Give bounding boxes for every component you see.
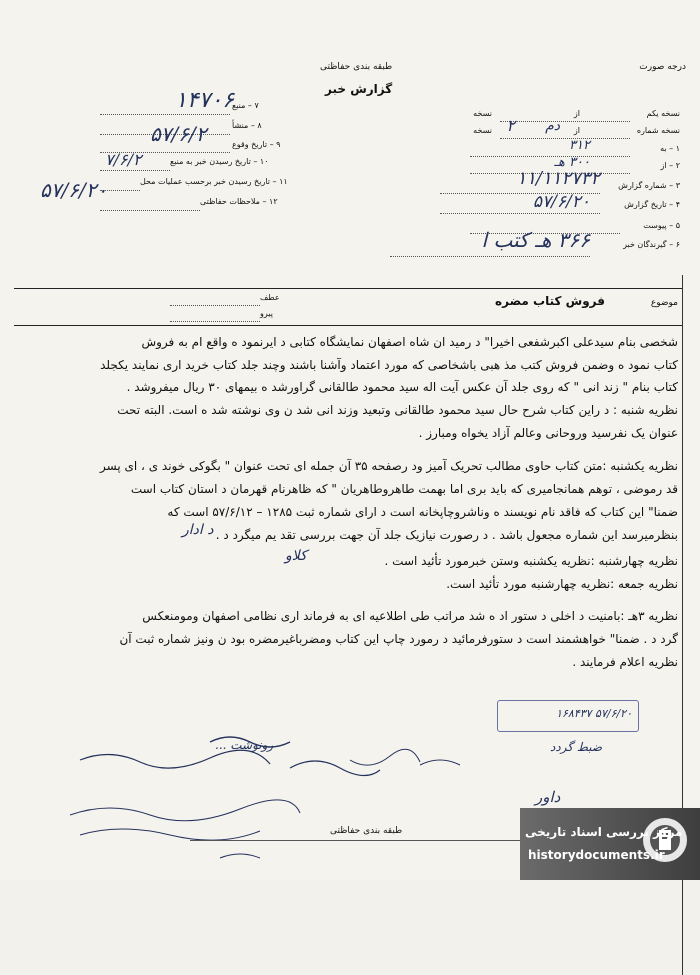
attached-label: عطف <box>260 293 280 302</box>
body-line-7: قد رموضی ، توهم همانجامیری که باید بری اما بهمت طاهروطاهریان " که ظاهرنام قهرمان د استان کتاب است <box>130 482 678 496</box>
office-bottom-label: طبقه بندی حفاظتی <box>330 826 403 836</box>
office-top-label: طبقه بندی حفاظتی <box>320 62 393 72</box>
date-stamp: ۵۷/۶/۲۰ ۱۶۸۴۳۷ <box>497 700 639 732</box>
copy-number-value: دم <box>545 118 560 134</box>
subject-label: موضوع <box>650 298 678 308</box>
subject-text: فروش کتاب مضره <box>495 294 605 308</box>
report-title: گزارش خبر <box>325 82 393 96</box>
field-security-notes: ۱۲ – ملاحظات حفاظتی <box>200 197 278 206</box>
body-line-11: نظریه جمعه :نظریه چهارشنبه مورد تأئید است. <box>446 577 678 591</box>
field-origin: ۸ – منشأ <box>232 121 262 130</box>
body-line-13: گرد د . ضمنا" خواهشمند است د ستورفرمائید د رمورد چاپ این کتاب ومضرباغیرمضره بود ن ونیز شماره ثبت آن <box>119 632 678 646</box>
hand-note-kolaw: کلاو <box>285 548 307 564</box>
classification-label: درجه صورت <box>639 62 686 72</box>
field-ops-arrival: ۱۱ – تاریخ رسیدن خبر برحسب عملیات محل <box>140 177 288 186</box>
field-copy-first: نسخه یکم <box>646 109 680 118</box>
field-report-number: ۳ – شماره گزارش <box>618 181 680 190</box>
body-line-9: بنظرمیرسد این شماره مجعول باشد . د رصورت نیازیک جلد آن جهت بررسی تقد یم میگرد د . <box>215 528 678 542</box>
field-source: ۷ – منبع <box>232 101 259 110</box>
field-to: ۱ – به <box>660 144 680 153</box>
event-date-value: ۵۷/۶/۲ <box>150 122 207 146</box>
field-report-date: ۴ – تاریخ گزارش <box>624 200 680 209</box>
body-line-3: کتاب بنام " زند انی " که روی جلد آن عکس آیت اله سید محمود طالقانی گراورشد ه بیمهای ۳۰ ریال میفروشد . <box>126 380 678 394</box>
hand-signature: داور <box>535 788 561 806</box>
body-line-14: نظریه اعلام فرمایند . <box>572 655 678 669</box>
field-event-date: ۹ – تاریخ وقوع <box>232 140 281 149</box>
body-line-6: نظریه یکشنبه :متن کتاب حاوی مطالب تحریک آمیز ود رصفحه ۳۵ آن جمله ای تحت عنوان " بگوکی خوند ی ، ای پسر <box>100 459 678 473</box>
body-line-8: ضمنا" این کتاب که فاقد نام نویسند ه وناشروچاپخانه است د ارای شماره ثبت ۱۲۸۵ – ۵۷/۶/۱۲ است که <box>167 505 678 519</box>
field-to-value: ۳۱۲ <box>569 138 590 153</box>
follow-label: پیرو <box>260 309 273 318</box>
watermark-title: مرکز بررسی اسناد تاریخی <box>525 825 683 839</box>
body-line-10: نظریه چهارشنبه :نظریه یکشنبه وستن خبرمورد تأئید است . <box>384 554 678 568</box>
hand-note-dadar: د ادار <box>182 522 214 538</box>
source-arrival-value: ۷/۶/۲ <box>105 150 142 169</box>
source-value: ۱۴۷۰۶ <box>175 88 235 113</box>
field-attachment: ۵ – پیوست <box>643 221 680 230</box>
field-copy-number: نسخه شماره <box>636 126 680 135</box>
body-line-2: کتاب نمود ه وضمن فروش کتب مذ هبی باشخاصی که مورد اعتماد وآشنا باشند وچند جلد کتاب خرید اری نمایند یکجلد <box>100 358 678 372</box>
field-from-value: ۳۰۰ هـ <box>554 155 590 170</box>
hand-note-archive: ضبط گردد <box>550 740 603 754</box>
report-date-value: ۵۷/۶/۲۰ <box>532 192 590 212</box>
report-number-value: ۱۱/۱۱۲۷۳۲ <box>516 168 600 189</box>
body-line-1: شخصی بنام سیدعلی اکبرشفعی اخیرا" د رمید ان شاه اصفهان نمایشگاه کتابی د ایرنمود ه واقع ام به فروش <box>141 335 678 349</box>
margin-date-note: ۵۷/۶/۲۰ <box>40 178 108 202</box>
body-line-4: نظریه شنبه : د راین کتاب شرح حال سید محمود طالقانی وتبعید وزند انی شد ن وی نوشته شد ه است. البته تحت <box>117 403 678 417</box>
document-page: درجه صورت طبقه بندی حفاظتی گزارش خبر نسخه یکم از نسخه نسخه شماره دم از ۲ نسخه ۱ – به ۳۱۲ ۲ – از ۳۰۰ هـ ۳ – شماره گزارش ۱۱/۱۱۲۷۳۲ ۴ – تاریخ گزارش ۵۷/۶/۲۰ ۵ – پیوست ۶ – گیرندگان خبر ۳۶۶ هـ کتب ا ۷ – منبع ۱۴۷۰۶ ۸ – منشأ ۹ – تاریخ وقوع ۵۷/۶/۲ ۱۰ – تاریخ رسیدن خبر به منبع ۷/۶/۲ ۱۱ – تاریخ رسیدن خبر برحسب عملیات محل ۱۲ – ملاحظات حفاظتی ۵۷/۶/۲۰ موضوع فروش کتاب مضره عطف پیرو شخصی بنام سیدعلی اکبرشفعی اخیرا" د رمید ان شاه اصفهان نمایشگاه کتابی د ایرنمود ه واقع ام به فروش کتاب نمود ه وضمن فروش کتب مذ هبی باشخاصی که مورد اعتماد وآشنا باشند وچند جلد کتاب خرید اری نمایند یکجلد کتاب بنام " زند انی " که روی جلد آن عکس آیت اله سید محمود طالقانی گراورشد ه بیمهای ۳۰ ریال میفروشد . نظریه شنبه : د راین کتاب شرح حال سید محمود طالقانی وتبعید وزند انی شد ن وی نوشته شد ه است. البته تحت عنوان یک نفرسید وروحانی وعالم آزاد یخواه ومبارز . نظریه یکشنبه :متن کتاب حاوی مطالب تحریک آمیز ود رصفحه ۳۵ آن جمله ای تحت عنوان " بگوکی خوند ی ، ای پسر قد رموضی ، توهم همانجامیری که باید بری اما بهمت طاهروطاهریان " که ظاهرنام قهرمان د استان کتاب است ضمنا" این کتاب که فاقد نام نویسند ه وناشروچاپخانه است د ارای شماره ثبت ۱۲۸۵ – ۵۷/۶/۱۲ است که بنظرمیرسد این شماره مجعول باشد . د رصورت نیازیک جلد آن جهت بررسی تقد یم میگرد د . د ادار نظریه چهارشنبه :نظریه یکشنبه وستن خبرمورد تأئید است . کلاو نظریه جمعه :نظریه چهارشنبه مورد تأئید است. نظریه ۳هـ :بامنیت د اخلی د ستور اد ه شد مراتب طی اطلاعیه ای به فرماند اری نظامی اصفهان ومومنعکس گرد د . ضمنا" خواهشمند است د ستورفرمائید د رمورد چاپ این کتاب ومضرباغیرمضره بود ن ونیز شماره ثبت آن نظریه اعلام فرمایند . ۵۷/۶/۲۰ ۱۶۸۴۳۷ رونوشت ... ضبط گردد داور طبقه بندی حفاظتی مرکز بررسی اسناد تاریخی historydocuments.ir <box>0 0 700 880</box>
field-from: ۲ – از <box>660 161 680 170</box>
body-line-12: نظریه ۳هـ :بامنیت د اخلی د ستور اد ه شد مراتب طی اطلاعیه ای به فرماند اری نظامی اصفهان ومومنعکس <box>142 609 678 623</box>
field-source-arrival: ۱۰ – تاریخ رسیدن خبر به منبع <box>170 157 269 166</box>
body-line-5: عنوان یک نفرسید وروحانی وعالم آزاد یخواه ومبارز . <box>418 426 678 440</box>
recipients-value: ۳۶۶ هـ کتب ا <box>481 228 590 252</box>
field-recipients: ۶ – گیرندگان خبر <box>623 240 680 249</box>
hand-note-copy: رونوشت ... <box>215 738 274 752</box>
watermark-url: historydocuments.ir <box>528 848 665 862</box>
